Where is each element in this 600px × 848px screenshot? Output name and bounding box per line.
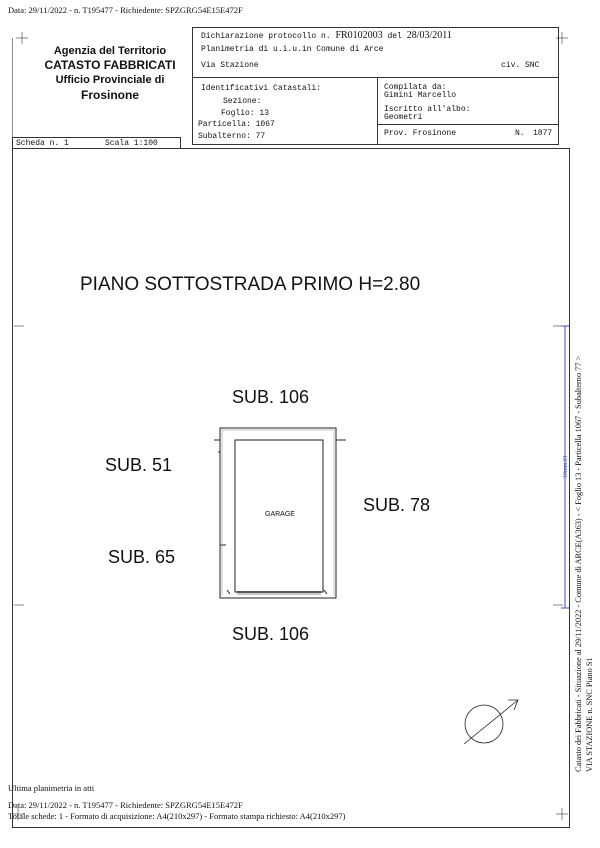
planimetria-line: Planimetria di u.i.u.in Comune di Arce <box>201 45 384 54</box>
iscritto-value: Geometri <box>384 113 423 122</box>
scala-label: Scala 1:100 <box>105 139 158 148</box>
particella: Particella: 1067 <box>198 120 275 129</box>
office-line4: Frosinone <box>80 88 139 102</box>
compilata-name: Gimini Marcello <box>384 91 457 100</box>
sub-left-bottom: SUB. 65 <box>108 547 176 567</box>
sub-top: SUB. 106 <box>232 387 310 407</box>
civ: civ. SNC <box>501 61 540 70</box>
footer-data: Data: 29/11/2022 - n. T195477 - Richiedente: SPZGRG54E15E472F <box>8 800 243 810</box>
sub-right: SUB. 78 <box>363 495 431 515</box>
protocol-number: FR0102003 <box>335 30 383 41</box>
address: Via Stazione <box>201 61 259 70</box>
protocol-date: 28/03/2011 <box>406 30 452 41</box>
footer-ultima: Ultima planimetria in atti <box>8 783 95 793</box>
protocol-del: del <box>387 32 402 41</box>
protocol-label: Dichiarazione protocollo n. <box>201 32 331 41</box>
office-line1: Agenzia del Territorio <box>53 45 167 57</box>
iscritto-label: Iscritto all'albo: <box>384 105 471 114</box>
n-value: 1877 <box>533 129 553 138</box>
sub-left-top: SUB. 51 <box>105 455 173 475</box>
side-text-1: Catasto dei Fabbricati - Situazione al 29/11/2022 - Comune di ARCE(A363) - < Foglio 13 - Particella 1067 - Subalterno 77 > <box>574 355 583 772</box>
foglio: Foglio: 13 <box>221 109 270 118</box>
scheda-label: Scheda n. 1 <box>16 139 69 148</box>
subalterno: Subalterno: 77 <box>198 132 266 141</box>
plan-title: PIANO SOTTOSTRADA PRIMO H=2.80 <box>80 274 421 295</box>
room-label: GARAGE <box>265 511 295 518</box>
sub-bottom: SUB. 106 <box>232 624 310 644</box>
sezione: Sezione: <box>223 97 262 106</box>
ident-title: Identificativi Catastali: <box>201 84 322 93</box>
side-text-2: VIA STAZIONE n. SNC Piano S1 <box>585 657 594 772</box>
n-label: N. <box>515 129 525 138</box>
top-stamp: Data: 29/11/2022 - n. T195477 - Richiedente: SPZGRG54E15E472F <box>8 5 243 15</box>
office-line2: CATASTO FABBRICATI <box>44 58 176 72</box>
compilata-label: Compilata da: <box>384 83 447 92</box>
ruler-label: 10mm.01 <box>563 455 569 478</box>
office-line3: Ufficio Provinciale di <box>55 74 165 86</box>
footer-totale: Totale schede: 1 - Formato di acquisizione: A4(210x297) - Formato stampa richiesto: A4(210x297) <box>8 811 346 821</box>
prov: Prov. Frosinone <box>384 129 457 138</box>
